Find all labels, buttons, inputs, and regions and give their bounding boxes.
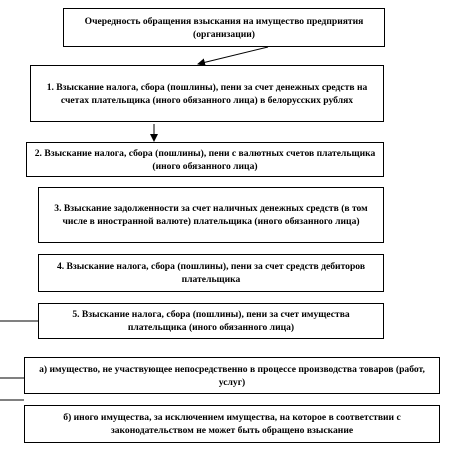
root-node	[63, 8, 385, 47]
sub-b-node	[24, 405, 440, 443]
step5-node-text: 5. Взыскание налога, сбора (пошлины), пени за счет имущества плательщика (иного обязанного лица)	[72, 309, 350, 333]
step3-node-text: 3. Взыскание задолженности за счет наличных денежных средств (в том числе в иностранной валюте) плательщика (иного обязанного лица)	[54, 203, 368, 227]
sub-a-node-text: а) имущество, не участвующее непосредственно в процессе производства товаров (работ, услуг)	[39, 363, 425, 388]
arrow-root-to-step1	[198, 47, 268, 64]
step1-node	[30, 65, 384, 122]
step4-node-text: 4. Взыскание налога, сбора (пошлины), пени за счет средств дебиторов плательщика	[56, 261, 366, 285]
step4-node	[38, 254, 384, 292]
step3-node	[38, 187, 384, 243]
step5-node	[38, 303, 384, 339]
step2-node	[26, 142, 384, 177]
sub-a-node	[24, 357, 440, 394]
step2-node-text: 2. Взыскание налога, сбора (пошлины), пени с валютных счетов плательщика (иного обязанного лица)	[34, 147, 376, 172]
step1-node-text: 1. Взыскание налога, сбора (пошлины), пени за счет денежных средств на счетах плательщика (иного обязанного лица) в белорусских рублях	[46, 81, 368, 106]
sub-b-node-text: б) иного имущества, за исключением имущества, на которое в соответствии с законодательством не может быть обращено взыскание	[63, 412, 401, 436]
root-node-text: Очередность обращения взыскания на имущество предприятия (организации)	[84, 15, 364, 40]
